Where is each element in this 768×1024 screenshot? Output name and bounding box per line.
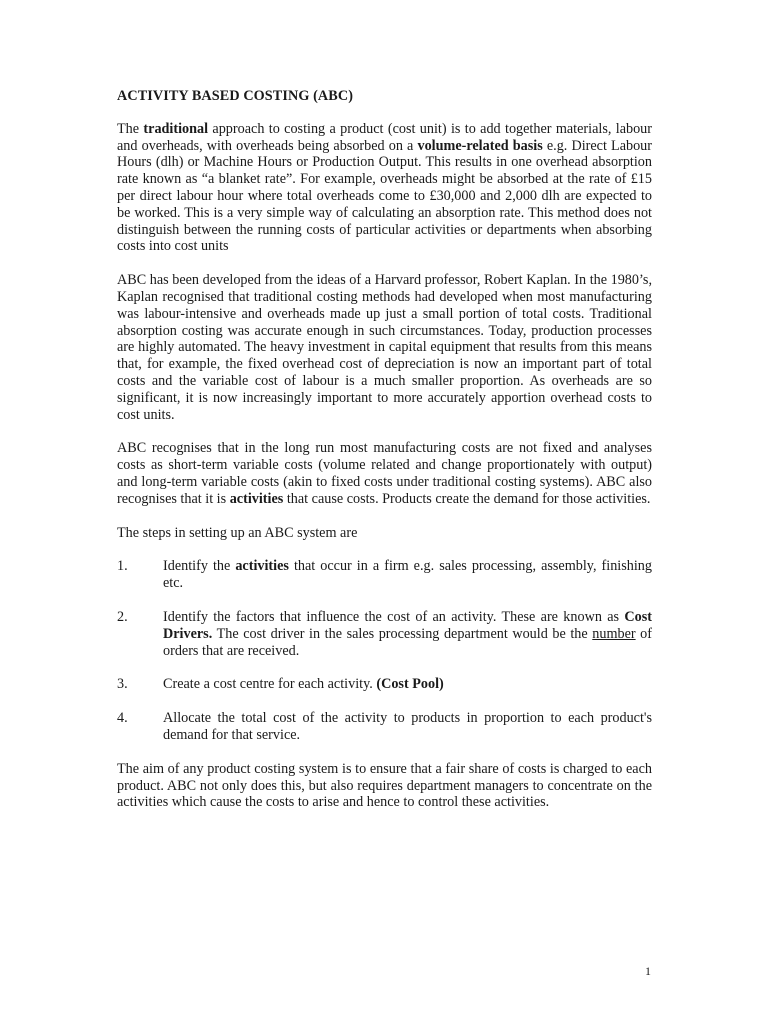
text: ABC recognises that in the long run most manufacturing costs are not fixed and analyses costs as short-term variable costs (volume related and change proportionately with output) and long-term variable costs (akin to fixed costs under traditional costing systems). ABC also recognises that it is — [117, 440, 652, 507]
steps-list — [117, 558, 652, 743]
list-item-step-1 — [117, 558, 652, 592]
text: Identify the — [163, 558, 236, 575]
step-number: 1. — [117, 558, 128, 575]
text: Create a cost centre for each activity. — [163, 676, 377, 693]
document-title: ACTIVITY BASED COSTING (ABC) — [117, 88, 354, 104]
paragraph-kaplan-history: ABC has been developed from the ideas of a Harvard professor, Robert Kaplan. In the 1980’s, Kaplan recognised that traditional costing methods had developed when most manufacturing was labour-intensive and overheads made up just a small portion of total costs. Traditional absorption costing was accurate enough in such circumstances. Today, production processes are highly automated. The heavy investment in capital equipment that results from this means that, for example, the fixed overhead cost of depreciation is now an important part of total costs and the variable cost of labour is a much smaller proportion. As overheads are so significant, it is now increasingly important to more accurately apportion overhead costs to cost units. — [117, 272, 652, 423]
paragraph-abc-recognises — [117, 440, 652, 507]
text: approach to costing a product (cost unit) is to add together materials, labour and overheads, with overheads being absorbed on a — [117, 120, 652, 154]
emphasis-activities: activities — [229, 490, 284, 507]
text: Identify the factors that influence the cost of an activity. These are known as — [163, 608, 625, 625]
page-number: 1 — [645, 964, 651, 978]
paragraph-closing: The aim of any product costing system is to ensure that a fair share of costs is charged to each product. ABC not only does this, but also requires department managers to concentrate on the activities which cause the costs to arise and hence to control these activities. — [117, 760, 652, 811]
document-page — [117, 88, 652, 828]
list-item-step-3 — [117, 676, 652, 693]
text: e.g. Direct Labour Hours (dlh) or Machine Hours or Production Output. This results in one overhead absorption rate known as “a blanket rate”. For example, overheads might be absorbed at the rate of £15 per direct labour hour where total overheads come to £30,000 and 2,000 dlh are expected to be worked. This is a very simple way of calculating an absorption rate. This method does not distinguish between the running costs of particular activities or departments when absorbing costs into cost units — [117, 137, 653, 255]
list-item-step-2 — [117, 609, 652, 659]
text: that occur in a firm e.g. sales processing, assembly, finishing etc. — [163, 558, 652, 592]
text: The — [117, 120, 144, 137]
emphasis-activities: activities — [235, 558, 289, 575]
emphasis-cost-pool: (Cost Pool) — [376, 676, 444, 693]
emphasis-volume-related-basis: volume-related basis — [417, 137, 543, 154]
step-number: 3. — [117, 676, 128, 693]
list-item-step-4 — [117, 710, 652, 744]
text: The cost driver in the sales processing department would be the — [212, 625, 593, 642]
emphasis-cost-drivers: Cost Drivers. — [163, 608, 652, 642]
text: of orders that are received. — [163, 625, 652, 659]
paragraph-traditional-approach — [117, 121, 652, 255]
emphasis-traditional: traditional — [143, 120, 209, 137]
text: that cause costs. Products create the demand for those activities. — [283, 490, 651, 507]
text: Allocate the total cost of the activity to products in proportion to each product's demand for that service. — [163, 710, 652, 743]
underlined-number: number — [592, 625, 636, 642]
step-number: 2. — [117, 608, 128, 625]
steps-intro: The steps in setting up an ABC system are — [117, 524, 358, 541]
step-number: 4. — [117, 710, 128, 727]
